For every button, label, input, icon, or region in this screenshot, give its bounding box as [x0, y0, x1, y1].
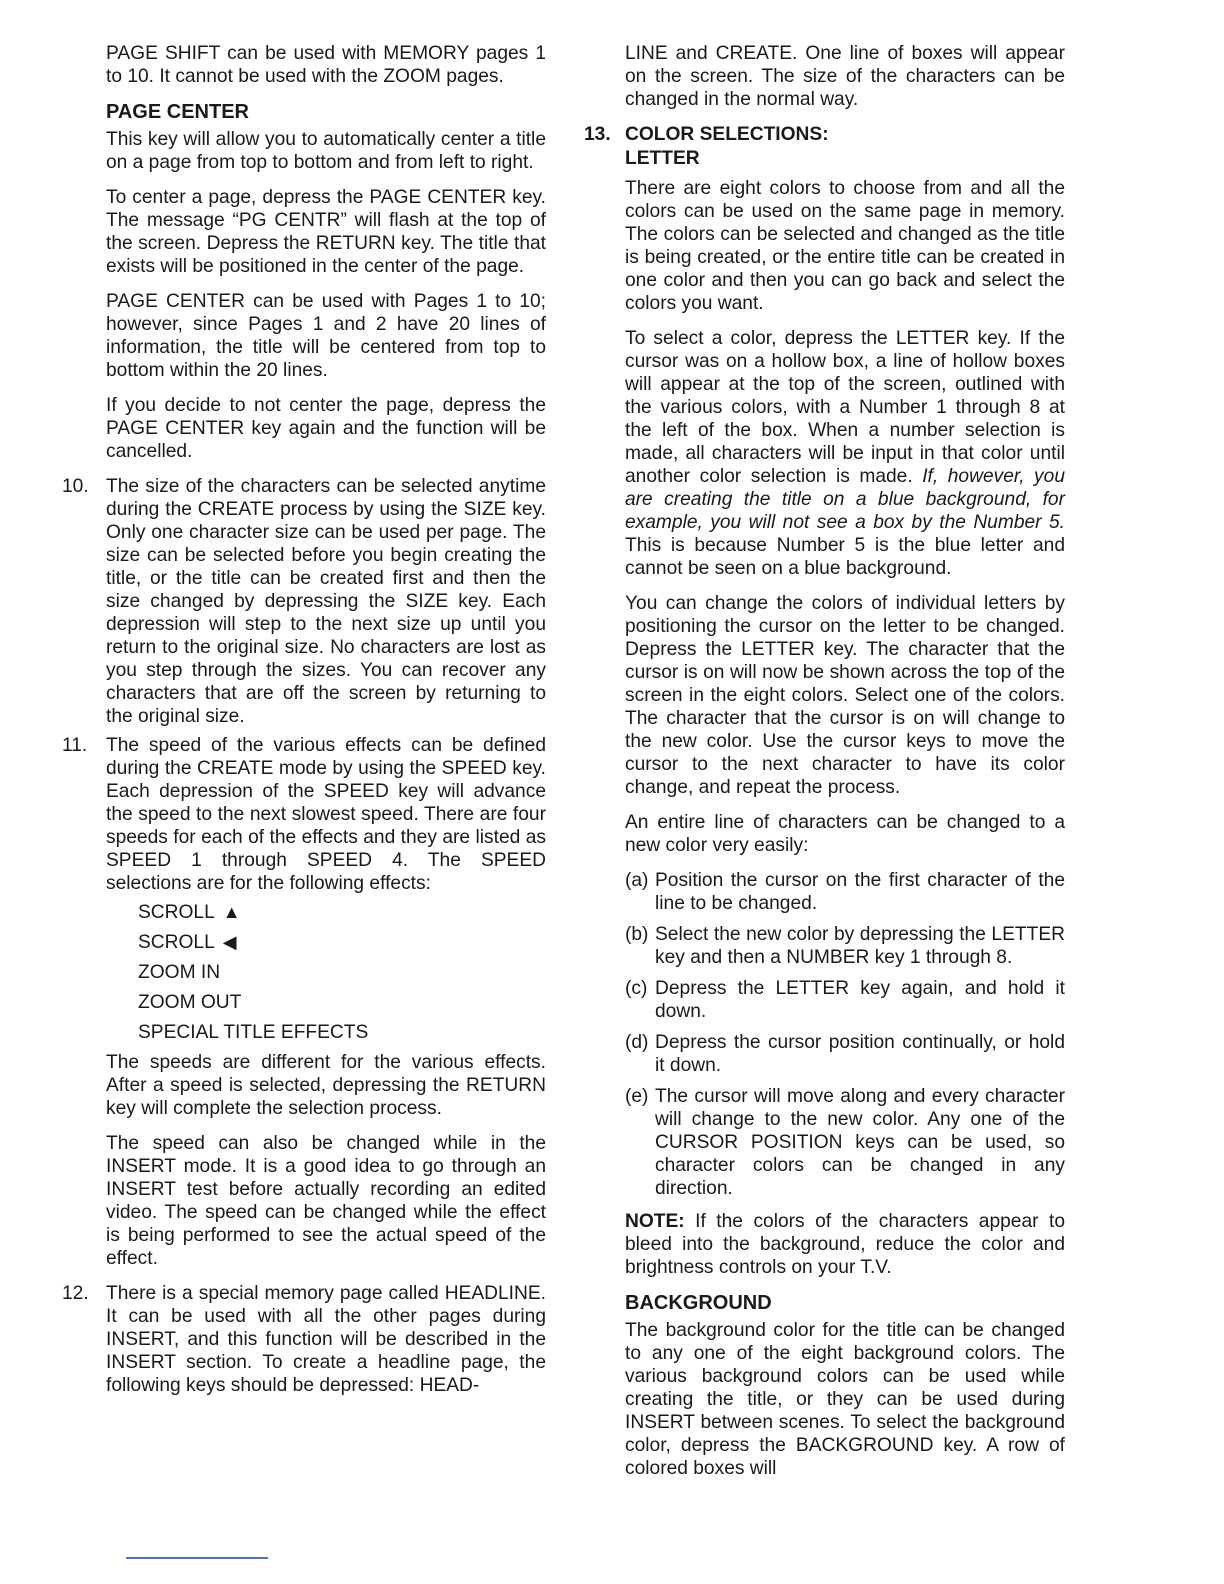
step-item: (c) Depress the LETTER key again, and hold it down.: [625, 978, 1065, 1022]
note-paragraph: NOTE: If the colors of the characters appear to bleed into the background, reduce the color and brightness controls on your T.V.: [625, 1211, 1065, 1278]
speed-effects-list: [138, 901, 546, 1044]
item-12: [62, 1282, 546, 1397]
background-paragraph: The background color for the title can be changed to any one of the eight background colors. The various background colors can be used while creating the title, or they can be used during INSERT between scenes. To select the background color, depress the BACKGROUND key. A row of colored boxes will: [625, 1320, 1065, 1479]
item-number: 13.: [584, 124, 611, 145]
item-11: [62, 734, 546, 895]
effect-item: SCROLL ▲: [138, 902, 241, 923]
color-selections-heading: COLOR SELECTIONS:: [625, 124, 829, 145]
page-center-paragraph-2: To center a page, depress the PAGE CENTER key. The message “PG CENTR” will flash at the top of the screen. Depress the RETURN key. The title that exists will be positioned in the center of the page.: [106, 187, 546, 277]
step-item: (a) Position the cursor on the first character of the line to be changed.: [625, 870, 1065, 914]
letter-paragraph-3: You can change the colors of individual letters by positioning the cursor on the letter to be changed. Depress the LETTER key. The character that the cursor is on will now be shown across the top of the screen in the eight colors. Select one of the colors. The character that the cursor is on will change to the new color. Use the cursor keys to move the cursor to the next character to have its color change, and repeat the process.: [625, 593, 1065, 798]
effect-item: SPECIAL TITLE EFFECTS: [138, 1022, 369, 1043]
step-item: (e) The cursor will move along and every character will change to the new color. Any one of the CURSOR POSITION keys can be used, so character colors can be changed in any direction.: [625, 1086, 1065, 1199]
speed-paragraph-2: The speed can also be changed while in the INSERT mode. It is a good idea to go through an INSERT test before actually recording an edited video. The speed can be changed while the effect is being performed to see the actual speed of the effect.: [106, 1133, 546, 1269]
page-shift-paragraph: PAGE SHIFT can be used with MEMORY pages 1 to 10. It cannot be used with the ZOOM pages.: [106, 43, 546, 87]
letter-paragraph-1: There are eight colors to choose from and all the colors can be used on the same page in memory. The colors can be selected and changed as the title is being created, or the entire title can be created in one color and then you can go back and select the colors you want.: [625, 178, 1065, 314]
item-number: 12.: [62, 1283, 89, 1304]
page-center-paragraph-4: If you decide to not center the page, depress the PAGE CENTER key again and the function will be cancelled.: [106, 395, 546, 462]
item-number: 11.: [62, 735, 88, 756]
effect-item: ZOOM IN: [138, 962, 221, 983]
item-text: The speed of the various effects can be defined during the CREATE mode by using the SPEED key. Each depression of the SPEED key will advance the speed to the next slowest speed. There are four speeds for each of the effects and they are listed as SPEED 1 through SPEED 4. The SPEED selections are for the following effects:: [106, 735, 546, 894]
item-text: The size of the characters can be selected anytime during the CREATE process by using the SIZE key. Only one character size can be used per page. The size can be selected before you begin creating the title, or the title can be created first and then the size changed by depressing the SIZE key. Each depression will step to the next size up until you return to the original size. No characters are lost as you step through the sizes. You can recover any characters that are off the screen by returning to the original size.: [106, 476, 546, 727]
left-arrow-icon: ◀: [222, 932, 237, 952]
item-13: [584, 123, 1065, 171]
up-arrow-icon: ▲: [222, 902, 241, 922]
headline-continuation: LINE and CREATE. One line of boxes will appear on the screen. The size of the characters can be changed in the normal way.: [625, 43, 1065, 110]
right-column: [584, 42, 1065, 1492]
speed-paragraph-1: The speeds are different for the various effects. After a speed is selected, depressing the RETURN key will complete the selection process.: [106, 1052, 546, 1119]
step-item: (d) Depress the cursor position continually, or hold it down.: [625, 1032, 1065, 1076]
page-center-heading: PAGE CENTER: [106, 101, 249, 123]
letter-paragraph-4: An entire line of characters can be changed to a new color very easily:: [625, 812, 1065, 856]
letter-paragraph-2: To select a color, depress the LETTER key. If the cursor was on a hollow box, a line of hollow boxes will appear at the top of the screen, outlined with the various colors, with a Number 1 through 8 at the left of the box. When a number selection is made, all characters will be input in that color until another color selection is made. If, however, you are creating the title on a blue background, for example, you will not see a box by the Number 5. This is because Number 5 is the blue letter and cannot be seen on a blue background.: [625, 328, 1065, 579]
bottom-divider: [126, 1557, 268, 1559]
item-10: [62, 475, 546, 728]
letter-heading: LETTER: [625, 148, 700, 169]
step-item: (b) Select the new color by depressing the LETTER key and then a NUMBER key 1 through 8.: [625, 924, 1065, 968]
item-number: 10.: [62, 476, 89, 497]
effect-item: ZOOM OUT: [138, 992, 242, 1013]
item-text: There is a special memory page called HEADLINE. It can be used with all the other pages during INSERT, and this function will be described in the INSERT section. To create a headline page, the following keys should be depressed: HEAD-: [106, 1283, 546, 1396]
left-column: [62, 42, 546, 1403]
effect-item: SCROLL ◀: [138, 932, 237, 953]
page-center-paragraph-3: PAGE CENTER can be used with Pages 1 to 10; however, since Pages 1 and 2 have 20 lines of information, the title will be centered from top to bottom within the 20 lines.: [106, 291, 546, 381]
page-center-paragraph-1: This key will allow you to automatically center a title on a page from top to bottom and from left to right.: [106, 129, 546, 173]
background-heading: BACKGROUND: [625, 1292, 772, 1314]
color-change-steps: [625, 869, 1065, 1200]
